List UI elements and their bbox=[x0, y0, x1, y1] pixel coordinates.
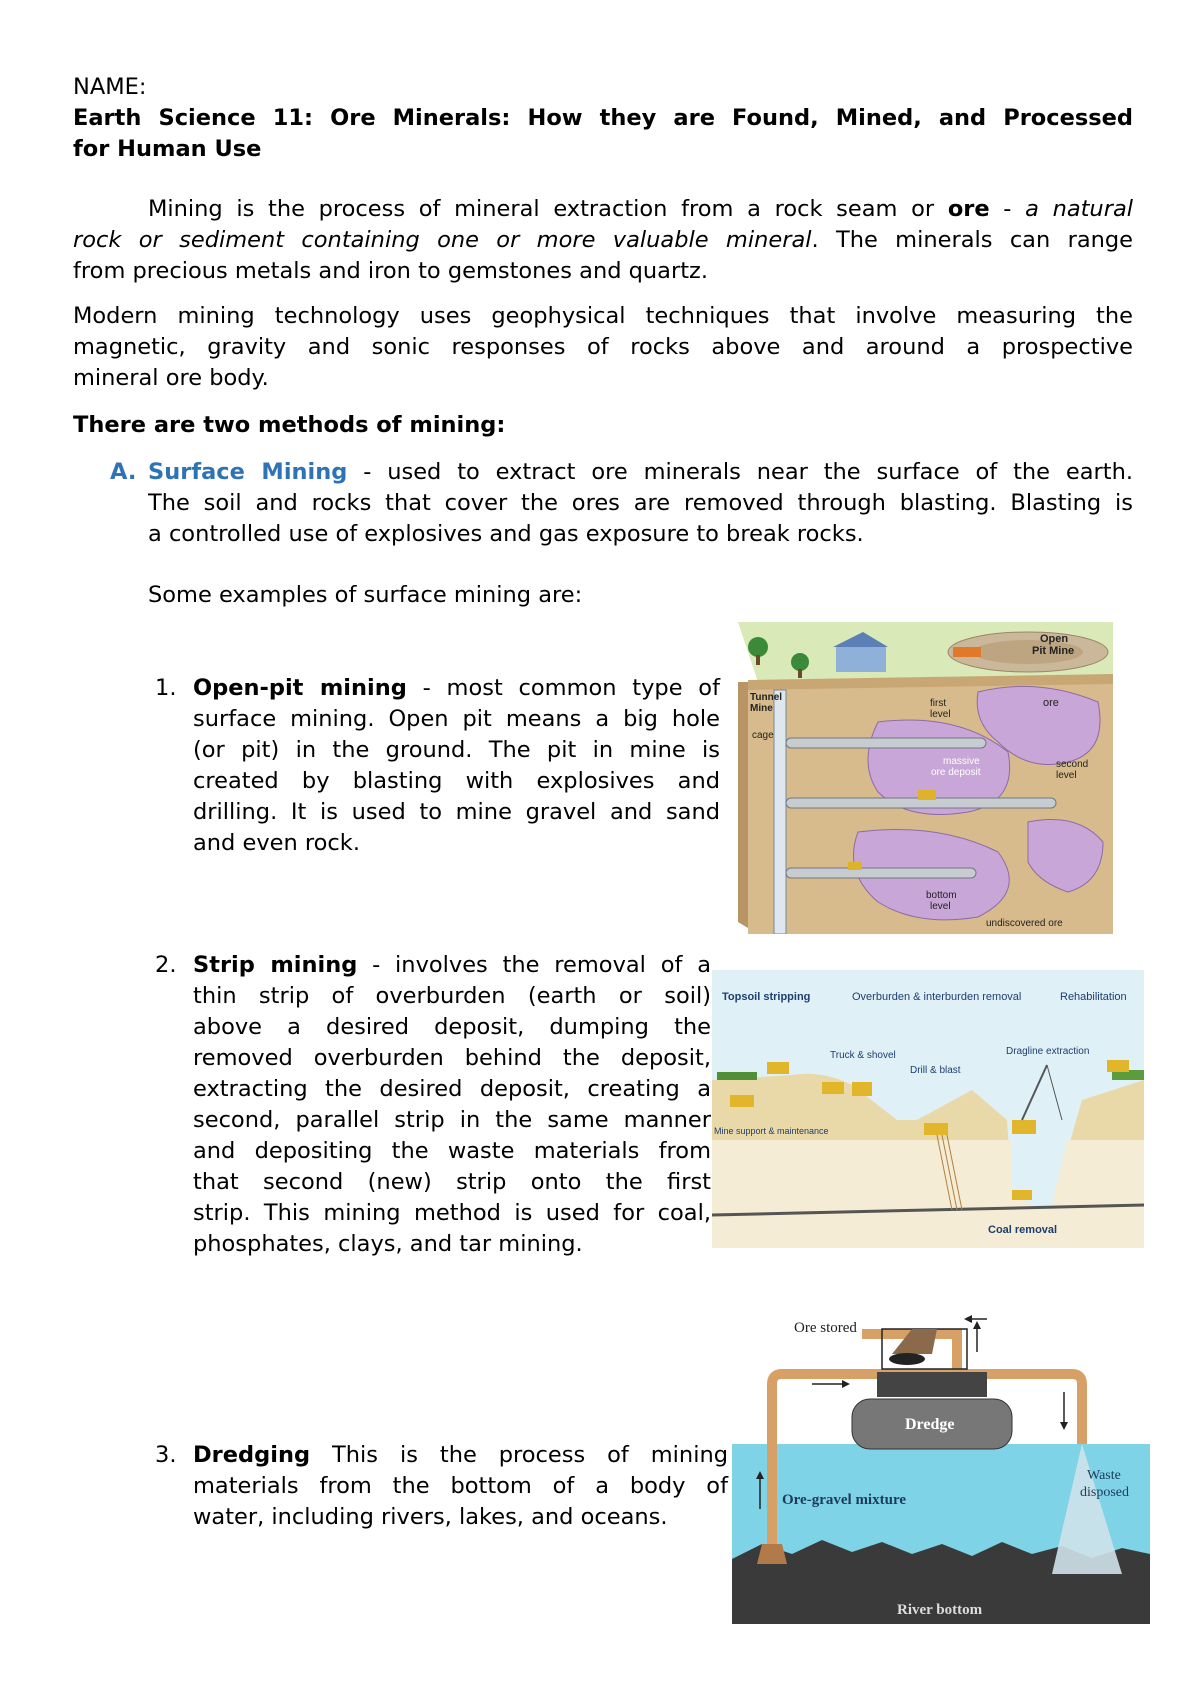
svg-text:Overburden & interburden remov: Overburden & interburden removal bbox=[852, 991, 1022, 1003]
svg-text:undiscovered ore: undiscovered ore bbox=[986, 918, 1063, 929]
svg-text:level: level bbox=[930, 901, 951, 912]
intro-p2-line-2: magnetic, gravity and sonic responses of rocks above and around a prospective bbox=[73, 334, 1133, 360]
item-2-line-4: removed overburden behind the deposit, bbox=[193, 1045, 711, 1071]
intro-p2-line-3: mineral ore body. bbox=[73, 365, 269, 391]
svg-text:ore: ore bbox=[1043, 697, 1059, 709]
svg-text:second: second bbox=[1056, 759, 1089, 770]
svg-text:Truck & shovel: Truck & shovel bbox=[830, 1050, 896, 1061]
svg-text:cage: cage bbox=[752, 730, 774, 741]
svg-text:Coal removal: Coal removal bbox=[988, 1224, 1058, 1236]
svg-text:first: first bbox=[930, 698, 947, 709]
svg-text:Mine: Mine bbox=[750, 703, 773, 714]
item-1-line-1: Open-pit mining - most common type of bbox=[193, 675, 720, 701]
strip-mining-figure bbox=[712, 970, 1144, 1248]
svg-text:Pit Mine: Pit Mine bbox=[1032, 645, 1075, 657]
svg-text:Tunnel: Tunnel bbox=[750, 692, 783, 703]
svg-text:Waste: Waste bbox=[1087, 1468, 1121, 1483]
item-2-line-3: above a desired deposit, dumping the bbox=[193, 1014, 711, 1040]
name-label: NAME: bbox=[73, 74, 147, 100]
svg-text:level: level bbox=[930, 709, 951, 720]
item-2-line-7: and depositing the waste materials from bbox=[193, 1138, 711, 1164]
svg-text:Topsoil stripping: Topsoil stripping bbox=[722, 991, 811, 1003]
item-2-line-10: phosphates, clays, and tar mining. bbox=[193, 1231, 583, 1257]
svg-text:River bottom: River bottom bbox=[897, 1602, 983, 1618]
item-1-line-4: created by blasting with explosives and bbox=[193, 768, 720, 794]
svg-text:Dredge: Dredge bbox=[905, 1416, 955, 1433]
svg-text:Dragline extraction: Dragline extraction bbox=[1006, 1046, 1090, 1057]
intro-p2-line-1: Modern mining technology uses geophysical techniques that involve measuring the bbox=[73, 303, 1133, 329]
item-2-number: 2. bbox=[155, 952, 177, 978]
item-3-line-2: materials from the bottom of a body of bbox=[193, 1473, 728, 1499]
dredging-figure bbox=[732, 1304, 1150, 1624]
item-2-line-1: Strip mining - involves the removal of a bbox=[193, 952, 711, 978]
svg-text:Ore stored: Ore stored bbox=[794, 1320, 857, 1336]
item-3-line-1: Dredging This is the process of mining bbox=[193, 1442, 728, 1468]
item-1-line-3: (or pit) in the ground. The pit in mine is bbox=[193, 737, 720, 763]
svg-text:massive: massive bbox=[943, 756, 980, 767]
item-2-line-6: second, parallel strip in the same manner bbox=[193, 1107, 711, 1133]
open-pit-mine-figure bbox=[738, 622, 1113, 934]
section-a-line-2: The soil and rocks that cover the ores are removed through blasting. Blasting is bbox=[148, 490, 1133, 516]
item-1-number: 1. bbox=[155, 675, 177, 701]
item-1-line-6: and even rock. bbox=[193, 830, 360, 856]
svg-text:level: level bbox=[1056, 770, 1077, 781]
intro-p1-line-2: rock or sediment containing one or more valuable mineral. The minerals can range bbox=[73, 227, 1134, 253]
svg-text:Open: Open bbox=[1040, 633, 1069, 645]
item-3-number: 3. bbox=[155, 1442, 177, 1468]
svg-text:Ore-gravel mixture: Ore-gravel mixture bbox=[782, 1492, 906, 1508]
svg-text:Rehabilitation: Rehabilitation bbox=[1060, 991, 1127, 1003]
section-a-letter: A. bbox=[110, 459, 137, 485]
svg-text:Drill & blast: Drill & blast bbox=[910, 1065, 961, 1076]
svg-text:disposed: disposed bbox=[1080, 1485, 1129, 1500]
item-2-line-9: strip. This mining method is used for coal, bbox=[193, 1200, 711, 1226]
svg-text:ore deposit: ore deposit bbox=[931, 767, 981, 778]
intro-p1-line-3: from precious metals and iron to gemstones and quartz. bbox=[73, 258, 708, 284]
section-a-line-3: a controlled use of explosives and gas exposure to break rocks. bbox=[148, 521, 864, 547]
section-a-line-1: Surface Mining - used to extract ore minerals near the surface of the earth. bbox=[148, 459, 1133, 485]
item-2-line-8: that second (new) strip onto the first bbox=[193, 1169, 711, 1195]
page-title-line-2: for Human Use bbox=[73, 136, 262, 162]
item-3-line-3: water, including rivers, lakes, and oceans. bbox=[193, 1504, 668, 1530]
svg-text:bottom: bottom bbox=[926, 890, 957, 901]
item-1-line-5: drilling. It is used to mine gravel and sand bbox=[193, 799, 720, 825]
item-1-line-2: surface mining. Open pit means a big hole bbox=[193, 706, 720, 732]
intro-p1-line-1: Mining is the process of mineral extraction from a rock seam or ore - a natural bbox=[148, 196, 1133, 222]
methods-heading: There are two methods of mining: bbox=[73, 412, 506, 438]
examples-intro: Some examples of surface mining are: bbox=[148, 582, 583, 608]
item-2-line-2: thin strip of overburden (earth or soil) bbox=[193, 983, 711, 1009]
svg-text:Mine support & maintenance: Mine support & maintenance bbox=[714, 1126, 829, 1136]
page-title-line-1: Earth Science 11: Ore Minerals: How they are Found, Mined, and Processed bbox=[73, 105, 1133, 131]
item-2-line-5: extracting the desired deposit, creating a bbox=[193, 1076, 711, 1102]
